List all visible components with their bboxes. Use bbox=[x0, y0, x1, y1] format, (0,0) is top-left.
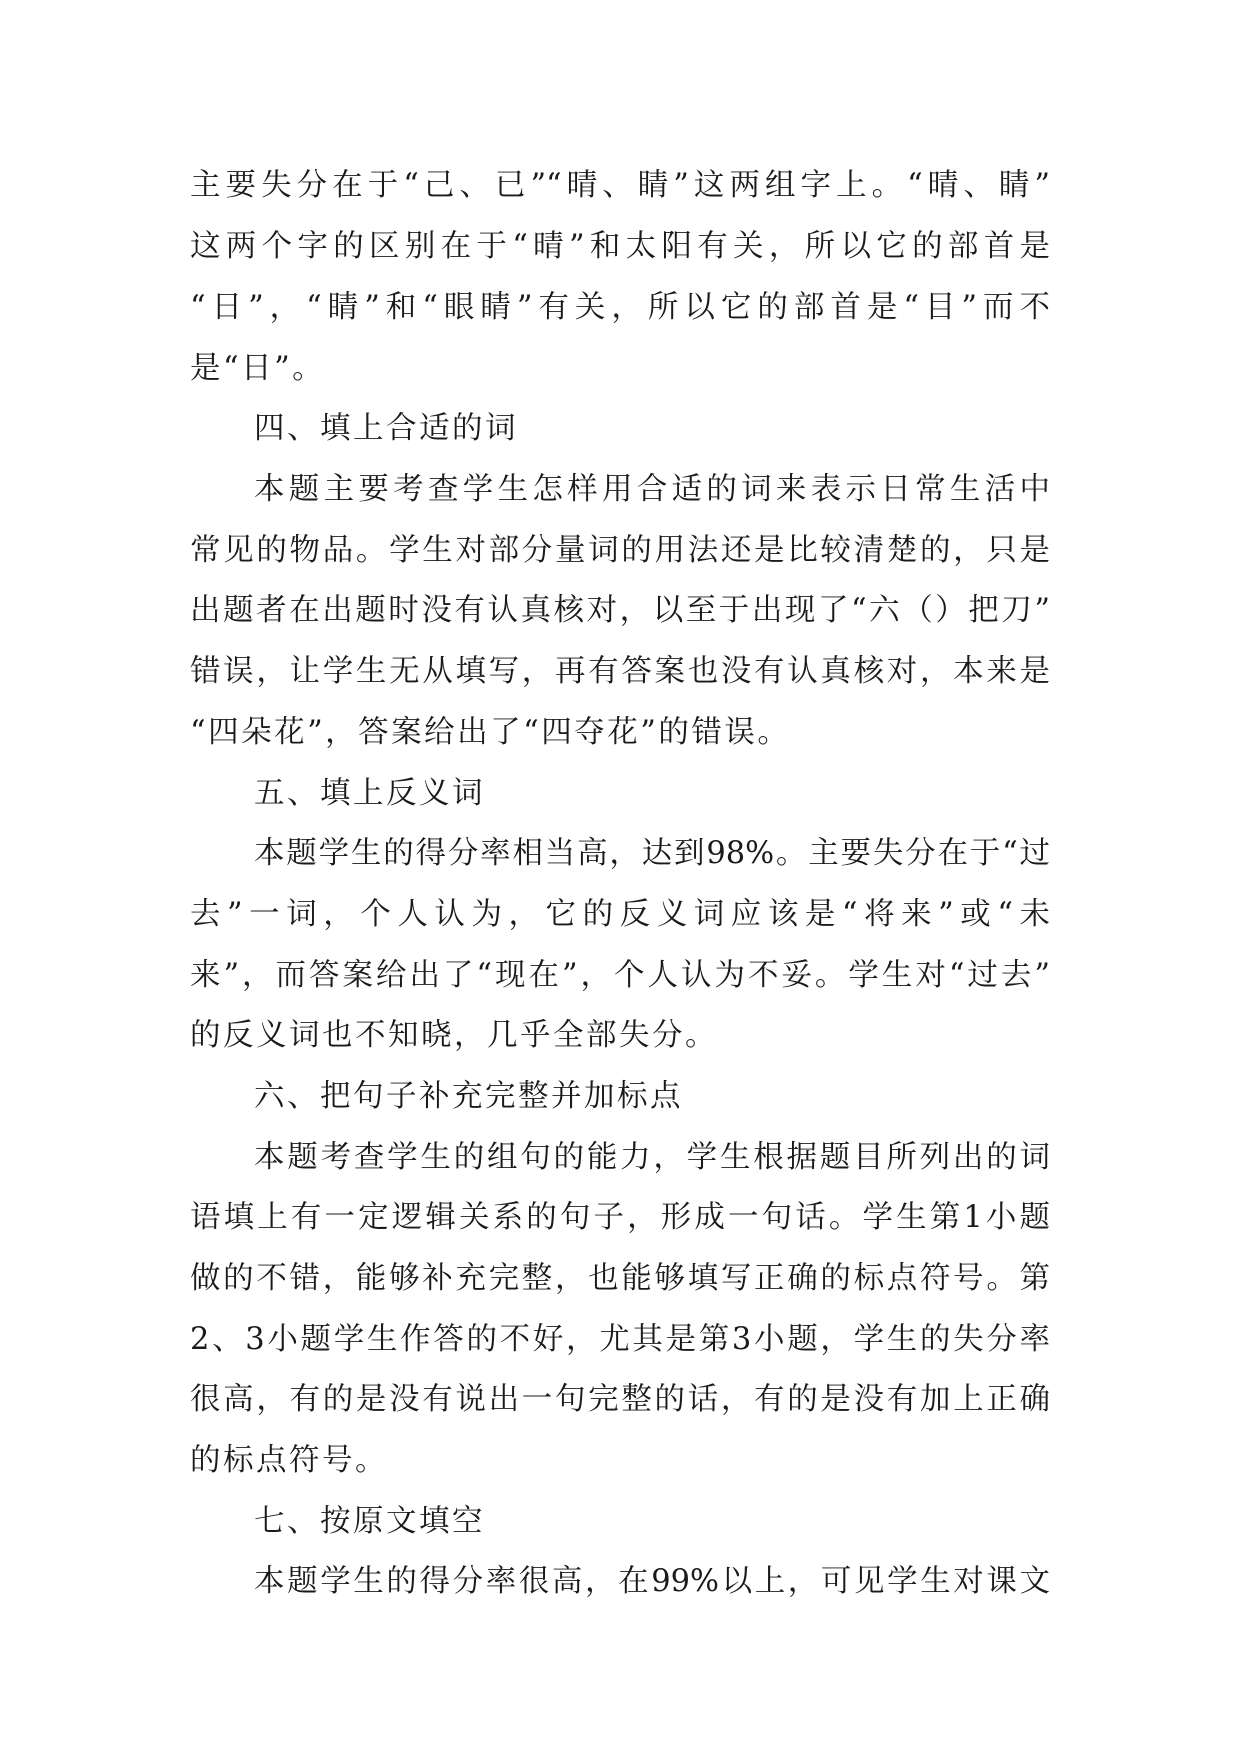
paragraph-line: 做的不错，能够补充完整，也能够填写正确的标点符号。第 bbox=[190, 1261, 1050, 1296]
paragraph-line: 很高，有的是没有说出一句完整的话，有的是没有加上正确 bbox=[190, 1382, 1050, 1417]
section-heading: 六、把句子补充完整并加标点 bbox=[254, 1079, 683, 1114]
paragraph-line: 本题考查学生的组句的能力，学生根据题目所列出的词 bbox=[254, 1140, 1050, 1175]
paragraph-line: 的反义词也不知晓，几乎全部失分。 bbox=[190, 1018, 718, 1053]
section-heading: 七、按原文填空 bbox=[254, 1504, 485, 1539]
paragraph-line: 来”，而答案给出了“现在”，个人认为不妥。学生对“过去” bbox=[190, 958, 1050, 993]
paragraph-line: “四朵花”，答案给出了“四夺花”的错误。 bbox=[190, 715, 791, 750]
paragraph-line: 出题者在出题时没有认真核对，以至于出现了“六（）把刀” bbox=[190, 593, 1050, 628]
paragraph-line: 本题主要考查学生怎样用合适的词来表示日常生活中 bbox=[254, 472, 1050, 507]
paragraph-line: 本题学生的得分率相当高，达到98%。主要失分在于“过 bbox=[254, 836, 1050, 871]
paragraph-line: 去”一词，个人认为，它的反义词应该是“将来”或“未 bbox=[190, 897, 1050, 932]
paragraph-line: 这两个字的区别在于“晴”和太阳有关，所以它的部首是 bbox=[190, 229, 1050, 264]
paragraph-line: “日”，“睛”和“眼睛”有关，所以它的部首是“目”而不 bbox=[190, 290, 1050, 325]
paragraph-line: 是“日”。 bbox=[190, 351, 326, 386]
paragraph-line: 2、3小题学生作答的不好，尤其是第3小题，学生的失分率 bbox=[190, 1322, 1050, 1357]
paragraph-line: 语填上有一定逻辑关系的句子，形成一句话。学生第1小题 bbox=[190, 1200, 1050, 1235]
section-heading: 五、填上反义词 bbox=[254, 776, 485, 811]
paragraph-line: 主要失分在于“己、已”“晴、睛”这两组字上。“晴、睛” bbox=[190, 168, 1050, 203]
section-heading: 四、填上合适的词 bbox=[254, 411, 518, 446]
paragraph-line: 常见的物品。学生对部分量词的用法还是比较清楚的，只是 bbox=[190, 533, 1050, 568]
paragraph-line: 的标点符号。 bbox=[190, 1443, 388, 1478]
paragraph-line: 本题学生的得分率很高，在99%以上，可见学生对课文 bbox=[254, 1564, 1050, 1599]
paragraph-line: 错误，让学生无从填写，再有答案也没有认真核对，本来是 bbox=[190, 654, 1050, 689]
